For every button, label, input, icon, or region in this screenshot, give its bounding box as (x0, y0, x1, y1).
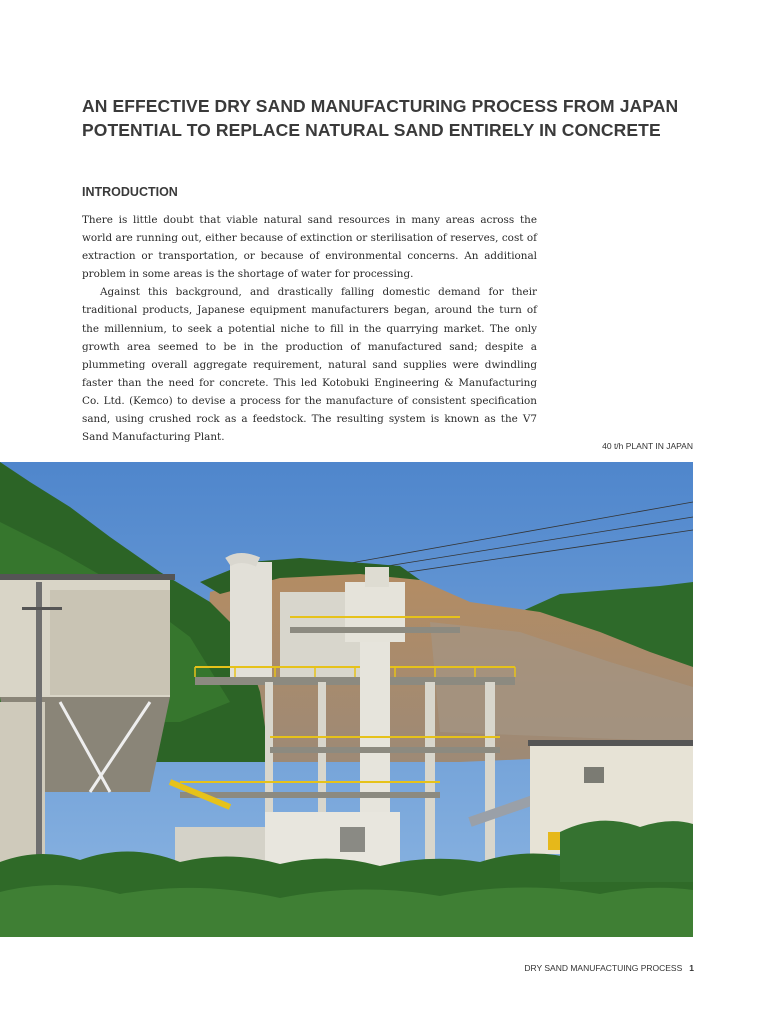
title-line-1: AN EFFECTIVE DRY SAND MANUFACTURING PROCESS FROM JAPAN (82, 96, 679, 116)
paragraph-1: There is little doubt that viable natural sand resources in many areas across the world are running out, either because of extinction or sterilisation of reserves, cost of extraction or transportation, or because of environmental concerns. An additional problem in some areas is the shortage of water for processing. (82, 214, 537, 281)
paragraph-2: Against this background, and drastically falling domestic demand for their traditional products, Japanese equipment manufacturers began, around the turn of the millennium, to seek a potential niche to fill in the quarrying market. The only growth area seemed to be in the production of manufactured sand; despite a plummeting overall aggregate requirement, natural sand supplies were dwindling faster than the need for concrete. This led Kotobuki Engineering & Manufacturing Co. Ltd. (Kemco) to devise a process for the manufacture of consistent specification sand, using crushed rock as a feedstock. The resulting system is known as the V7 Sand Manufacturing Plant. (82, 286, 537, 444)
section-heading: INTRODUCTION (82, 185, 178, 199)
running-title: DRY SAND MANUFACTUING PROCESS (524, 963, 683, 973)
article-title (82, 94, 712, 142)
figure-caption: 40 t/h PLANT IN JAPAN (602, 441, 693, 451)
body-text (82, 211, 537, 446)
page-number: 1 (689, 963, 694, 973)
plant-photo (0, 462, 693, 937)
page-footer (524, 963, 694, 973)
title-line-2: POTENTIAL TO REPLACE NATURAL SAND ENTIRELY IN CONCRETE (82, 120, 661, 140)
